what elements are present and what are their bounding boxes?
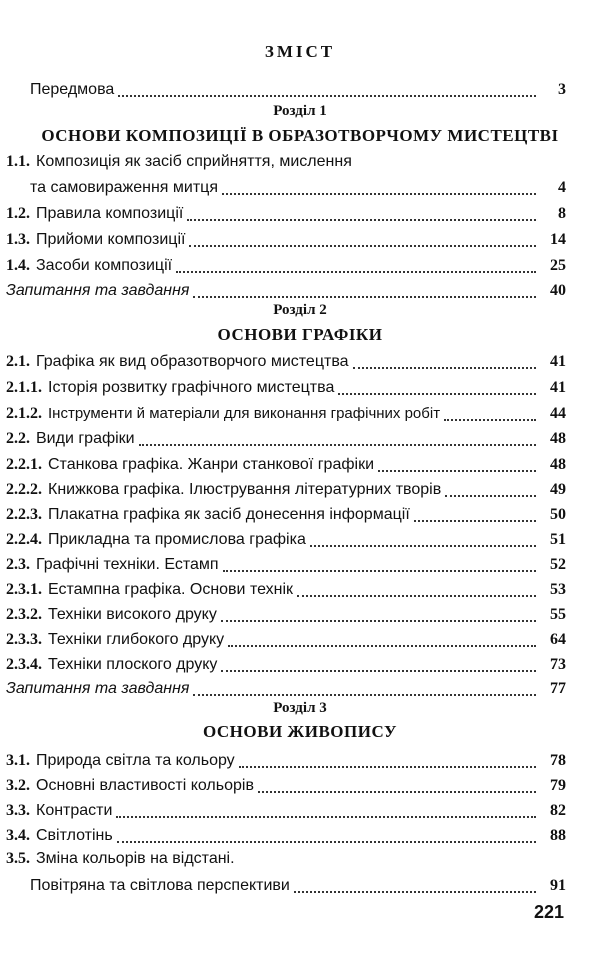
toc-entry-3-1[interactable] [6, 749, 566, 771]
toc-entry-text: Природа світла та кольору [36, 752, 235, 769]
toc-entry-text-continued: Повітряна та світлова перспективи [30, 877, 290, 894]
toc-page-number: 77 [550, 680, 566, 697]
toc-entry-3-4[interactable] [6, 824, 566, 846]
toc-entry-text-continued: та самовираження митця [30, 179, 218, 196]
toc-page-number: 4 [558, 179, 566, 196]
toc-entry-text: Види графіки [36, 430, 135, 447]
toc-entry-text: Основні властивості кольорів [36, 777, 254, 794]
toc-entry-2-3[interactable] [6, 553, 566, 575]
dot-leader [294, 890, 536, 893]
toc-entry-number: 3.4. [6, 827, 30, 844]
dot-leader [176, 270, 536, 273]
toc-entry-text: Правила композиції [36, 205, 184, 222]
toc-entry-text: Естампна графіка. Основи технік [48, 581, 294, 598]
toc-entry-preface[interactable] [30, 78, 566, 100]
toc-entry-2-2-2[interactable] [6, 478, 566, 500]
toc-entry-text: Графічні техніки. Естамп [36, 556, 219, 573]
toc-entry-number: 2.3.3. [6, 631, 42, 648]
dot-leader [258, 790, 536, 793]
dot-leader [139, 443, 536, 446]
toc-page-number: 55 [550, 606, 566, 623]
toc-entry-number: 2.1.1. [6, 379, 42, 396]
toc-page-number: 88 [550, 827, 566, 844]
toc-entry-1-1-line1[interactable] [6, 152, 566, 174]
toc-entry-text: Передмова [30, 81, 115, 98]
toc-entry-number: 3.2. [6, 777, 30, 794]
toc-entry-number: 2.1.2. [6, 405, 42, 422]
toc-page-number: 44 [550, 405, 566, 422]
toc-entry-number: 2.3.2. [6, 606, 42, 623]
toc-entry-text: Зміна кольорів на відстані. [36, 850, 235, 867]
toc-entry-text: Плакатна графіка як засіб донесення інформації [48, 506, 410, 523]
dot-leader [444, 418, 536, 421]
dot-leader [228, 644, 536, 647]
toc-entry-text: Композиція як засіб сприйняття, мислення [36, 153, 352, 170]
toc-page-number: 91 [550, 877, 566, 894]
toc-page-number: 51 [550, 531, 566, 548]
dot-leader [193, 693, 536, 696]
toc-entry-number: 3.3. [6, 802, 30, 819]
toc-entry-2-3-1[interactable] [6, 578, 566, 600]
toc-entry-number: 1.1. [6, 153, 30, 170]
toc-entry-text: Контрасти [36, 802, 113, 819]
dot-leader [310, 544, 536, 547]
toc-page-number: 50 [550, 506, 566, 523]
dot-leader [353, 366, 536, 369]
dot-leader [116, 815, 536, 818]
dot-leader [193, 295, 536, 298]
toc-entry-text: Інструменти й матеріали для виконання графічних робіт [48, 405, 441, 422]
dot-leader [117, 840, 536, 843]
toc-entry-text: Запитання та завдання [6, 282, 190, 299]
toc-entry-questions-1[interactable] [6, 279, 566, 301]
toc-page-number: 82 [550, 802, 566, 819]
toc-entry-text: Книжкова графіка. Ілюстрування літературних творів [48, 481, 442, 498]
toc-page-number: 52 [550, 556, 566, 573]
toc-entry-text: Світлотінь [36, 827, 113, 844]
toc-entry-2-2-3[interactable] [6, 503, 566, 525]
toc-page-number: 64 [550, 631, 566, 648]
dot-leader [223, 569, 536, 572]
toc-page-number: 3 [558, 81, 566, 98]
dot-leader [222, 192, 536, 195]
dot-leader [189, 244, 536, 247]
page-number: 221 [533, 902, 564, 922]
toc-entry-1-4[interactable] [6, 254, 566, 276]
toc-entry-1-1[interactable] [30, 176, 566, 198]
toc-entry-3-3[interactable] [6, 799, 566, 821]
dot-leader [221, 669, 536, 672]
toc-page-number: 79 [550, 777, 566, 794]
toc-entry-2-1-1[interactable] [6, 376, 566, 398]
toc-entry-number: 2.1. [6, 353, 30, 370]
toc-entry-text: Техніки плоского друку [48, 656, 218, 673]
toc-entry-2-2-1[interactable] [6, 453, 566, 475]
toc-page-number: 41 [550, 353, 566, 370]
dot-leader [239, 765, 536, 768]
section-2-title: ОСНОВИ ГРАФІКИ [217, 325, 383, 344]
toc-entry-2-3-4[interactable] [6, 653, 566, 675]
toc-page-number: 48 [550, 430, 566, 447]
toc-entry-3-5-line1[interactable] [6, 849, 566, 871]
toc-entry-3-5[interactable] [30, 874, 566, 896]
toc-page-number: 53 [550, 581, 566, 598]
toc-page-number: 8 [558, 205, 566, 222]
toc-page-number: 73 [550, 656, 566, 673]
toc-entry-2-1[interactable] [6, 350, 566, 372]
toc-entry-text: Прийоми композиції [36, 231, 186, 248]
toc-entry-number: 1.4. [6, 257, 30, 274]
toc-entry-number: 1.2. [6, 205, 30, 222]
toc-entry-text: Історія розвитку графічного мистецтва [48, 379, 335, 396]
dot-leader [378, 469, 536, 472]
toc-page-number: 48 [550, 456, 566, 473]
toc-entry-number: 3.5. [6, 850, 30, 867]
dot-leader [297, 594, 536, 597]
contents-title: ЗМІСТ [264, 42, 336, 61]
toc-entry-2-1-2[interactable] [6, 402, 566, 424]
dot-leader [338, 392, 536, 395]
toc-entry-2-2[interactable] [6, 427, 566, 449]
dot-leader [221, 619, 536, 622]
toc-entry-number: 2.2. [6, 430, 30, 447]
toc-entry-number: 2.2.1. [6, 456, 42, 473]
toc-entry-number: 2.3. [6, 556, 30, 573]
toc-entry-text: Техніки глибокого друку [48, 631, 225, 648]
toc-entry-number: 1.3. [6, 231, 30, 248]
toc-entry-2-3-3[interactable] [6, 628, 566, 650]
section-3-title: ОСНОВИ ЖИВОПИСУ [202, 722, 398, 741]
dot-leader [118, 94, 536, 97]
toc-page-number: 49 [550, 481, 566, 498]
section-3-label: Розділ 3 [273, 700, 327, 716]
toc-entry-text: Запитання та завдання [6, 680, 190, 697]
toc-page-number: 41 [550, 379, 566, 396]
section-2-label: Розділ 2 [273, 302, 327, 318]
toc-entry-text: Прикладна та промислова графіка [48, 531, 306, 548]
toc-entry-number: 3.1. [6, 752, 30, 769]
toc-entry-number: 2.2.3. [6, 506, 42, 523]
section-1-label: Розділ 1 [273, 103, 327, 119]
toc-page-number: 40 [550, 282, 566, 299]
toc-entry-1-2[interactable] [6, 202, 566, 224]
toc-entry-1-3[interactable] [6, 228, 566, 250]
dot-leader [187, 218, 536, 221]
toc-entry-number: 2.3.1. [6, 581, 42, 598]
toc-page-number: 78 [550, 752, 566, 769]
section-1-title: ОСНОВИ КОМПОЗИЦІЇ В ОБРАЗОТВОРЧОМУ МИСТЕЦТВІ [41, 126, 559, 145]
toc-entry-questions-2[interactable] [6, 677, 566, 699]
toc-entry-2-2-4[interactable] [6, 528, 566, 550]
toc-page-number: 14 [550, 231, 566, 248]
toc-page-number: 25 [550, 257, 566, 274]
toc-entry-text: Графіка як вид образотворчого мистецтва [36, 353, 349, 370]
toc-entry-number: 2.2.2. [6, 481, 42, 498]
toc-entry-text: Техніки високого друку [48, 606, 217, 623]
toc-entry-number: 2.2.4. [6, 531, 42, 548]
dot-leader [414, 519, 536, 522]
toc-entry-number: 2.3.4. [6, 656, 42, 673]
toc-entry-3-2[interactable] [6, 774, 566, 796]
toc-entry-text: Станкова графіка. Жанри станкової графіки [48, 456, 374, 473]
toc-entry-text: Засоби композиції [36, 257, 173, 274]
toc-entry-2-3-2[interactable] [6, 603, 566, 625]
dot-leader [445, 494, 536, 497]
